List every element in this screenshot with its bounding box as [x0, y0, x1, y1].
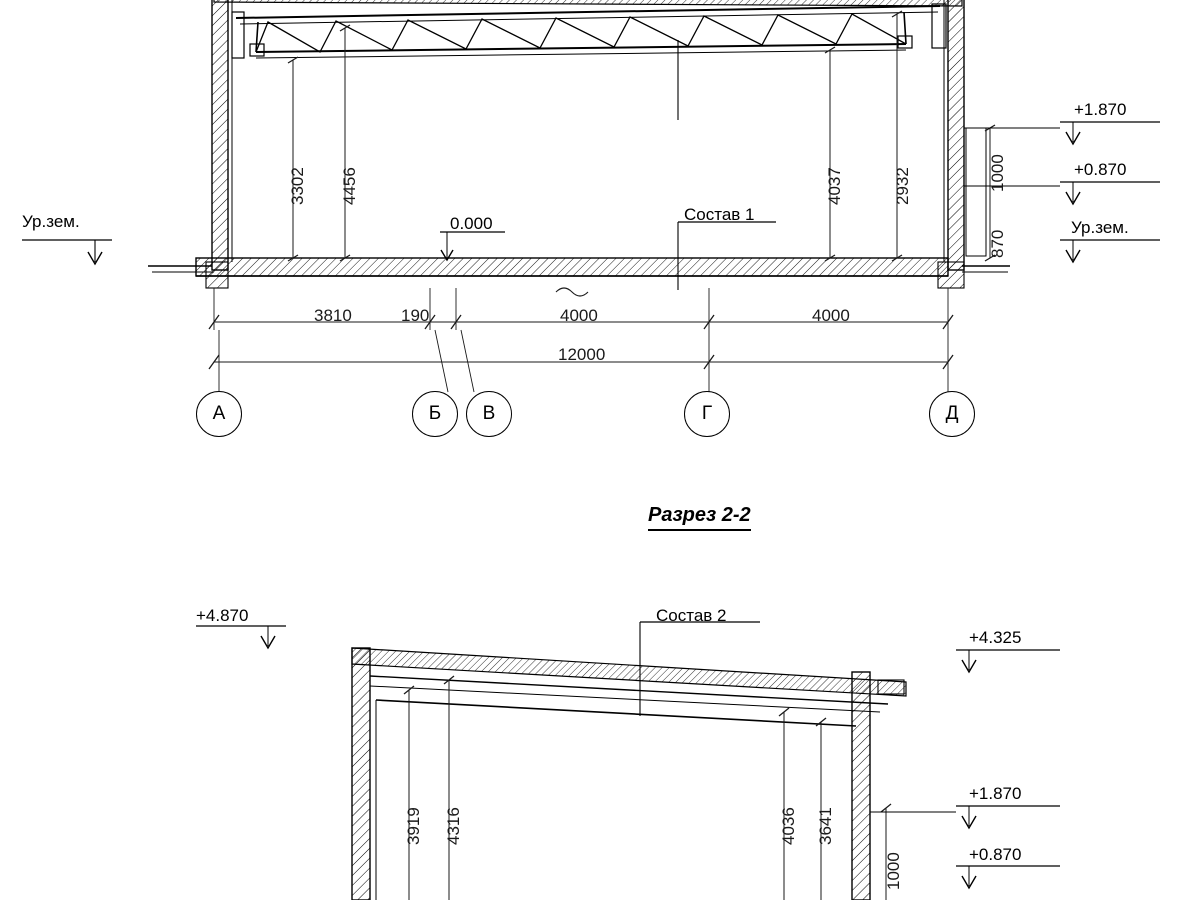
vdim-3919: 3919	[404, 807, 423, 845]
level-label-4325-right: +4.325	[969, 628, 1022, 647]
level-label-0870-right: +0.870	[1074, 160, 1127, 179]
axis-marker-b[interactable]	[412, 391, 458, 437]
chain-dim-4000-2: 4000	[812, 306, 850, 325]
vdim-3302: 3302	[288, 167, 307, 205]
section-bottom-geometry	[196, 622, 1060, 900]
section-top-geometry	[22, 0, 1160, 392]
level-label-1870-bottom-right: +1.870	[969, 784, 1022, 803]
vdim-4036: 4036	[779, 807, 798, 845]
chain-dim-190: 190	[401, 306, 430, 325]
vdim-3641: 3641	[816, 807, 835, 845]
level-label-ground-left: Ур.зем.	[22, 212, 80, 231]
axis-marker-d-label: Д	[945, 403, 959, 424]
section-title-2-2: Разрез 2-2	[648, 504, 751, 531]
vdim-1000: 1000	[988, 154, 1007, 192]
vdim-4037: 4037	[825, 167, 844, 205]
axis-marker-b-label: Б	[428, 403, 442, 424]
mark-label-sostav-2: Состав 2	[656, 606, 727, 625]
vdim-870: 870	[988, 229, 1007, 258]
axis-marker-a-label: А	[212, 403, 226, 424]
level-label-4870-left: +4.870	[196, 606, 249, 625]
level-label-ground-right: Ур.зем.	[1071, 218, 1129, 237]
axis-marker-g-label: Г	[701, 403, 713, 424]
axis-marker-a[interactable]	[196, 391, 242, 437]
vdim-4316: 4316	[444, 807, 463, 845]
level-label-1870-right: +1.870	[1074, 100, 1127, 119]
axis-marker-v[interactable]	[466, 391, 512, 437]
chain-dim-4000-1: 4000	[560, 306, 598, 325]
vdim-2932: 2932	[893, 167, 912, 205]
axis-marker-g[interactable]	[684, 391, 730, 437]
axis-marker-d[interactable]	[929, 391, 975, 437]
vdim-1000-bottom: 1000	[884, 852, 903, 890]
mark-label-sostav-1: Состав 1	[684, 205, 755, 224]
level-label-0870-bottom-right: +0.870	[969, 845, 1022, 864]
vdim-4456: 4456	[340, 167, 359, 205]
axis-marker-v-label: В	[482, 403, 496, 424]
mark-label-0000: 0.000	[450, 214, 493, 233]
total-dim-12000: 12000	[558, 345, 606, 364]
chain-dim-3810: 3810	[314, 306, 352, 325]
